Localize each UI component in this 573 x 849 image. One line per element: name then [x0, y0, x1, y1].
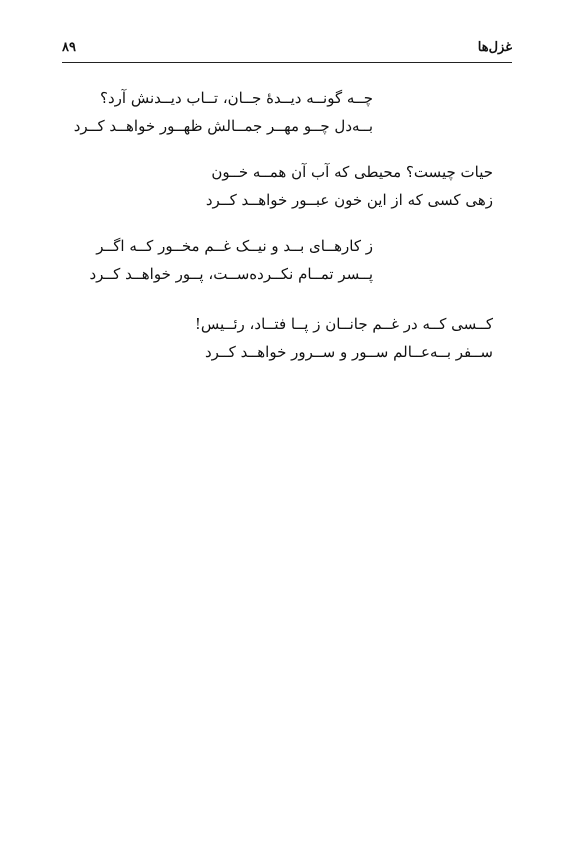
- verse-line: پــسر تمــام نکــرده‌ســت، پــور خواهــد کــرد: [89, 265, 373, 283]
- running-title: غزل‌ها: [477, 40, 512, 55]
- verse-line: ز کارهــای بــد و نیــک غــم مخــور کــه اگــر: [96, 237, 373, 255]
- verse-line: بــه‌دل چــو مهــر جمــالش ظهــور خواهــد کــرد: [73, 117, 373, 135]
- verse-line: کــسی کــه در غــم جانــان ز پــا فتــاد، رئــیس!: [194, 315, 493, 333]
- page-number: ۸۹: [62, 40, 76, 55]
- stanza-1: [74, 84, 373, 140]
- verse-line: ســفر بــه‌عــالم ســور و ســرور خواهــد کــرد: [204, 343, 493, 361]
- page-header: [62, 38, 512, 63]
- stanza-4: [195, 310, 493, 366]
- stanza-2: [206, 158, 493, 214]
- verse-line: چــه گونــه دیــدهٔ جــان، تــاب دیــدنش آرد؟: [100, 89, 373, 107]
- verse-line: زهی کسی که از این خون عبــور خواهــد کــرد: [205, 191, 493, 209]
- verse-line: حیات چیست؟ محیطی که آب آن همــه خــون: [211, 163, 493, 181]
- stanza-3: [89, 232, 373, 288]
